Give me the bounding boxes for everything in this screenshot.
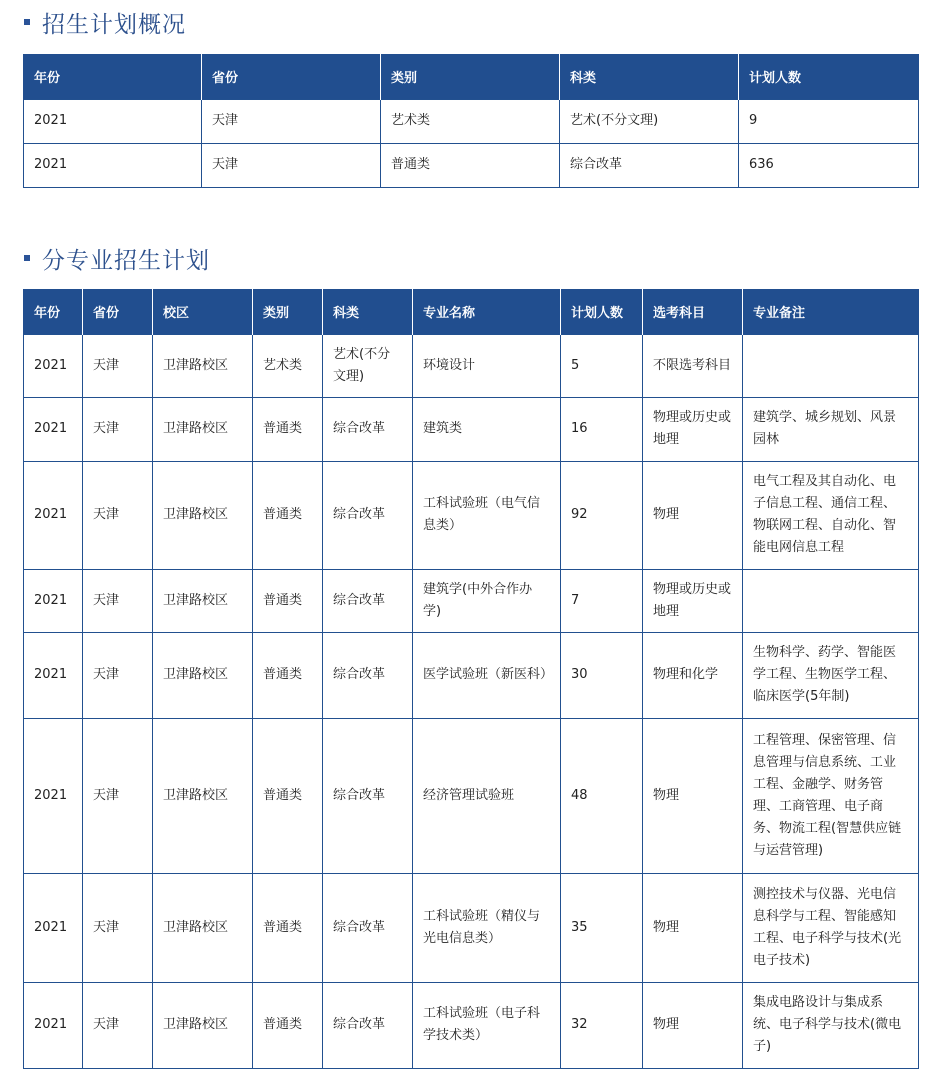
table-row bbox=[24, 873, 919, 982]
cell: 2021 bbox=[24, 461, 83, 569]
column-header: 年份 bbox=[24, 54, 202, 99]
cell: 32 bbox=[561, 982, 643, 1068]
section-title-text: 分专业招生计划 bbox=[42, 247, 210, 274]
cell: 2021 bbox=[24, 143, 202, 187]
cell: 2021 bbox=[24, 569, 83, 632]
table-row bbox=[24, 569, 919, 632]
cell: 16 bbox=[561, 397, 643, 461]
cell: 普通类 bbox=[253, 982, 323, 1068]
cell: 工科试验班（精仪与光电信息类） bbox=[413, 873, 561, 982]
cell: 综合改革 bbox=[323, 461, 413, 569]
cell: 普通类 bbox=[253, 873, 323, 982]
cell: 天津 bbox=[202, 143, 381, 187]
cell: 综合改革 bbox=[323, 397, 413, 461]
table-row bbox=[24, 143, 919, 187]
column-header: 校区 bbox=[153, 289, 253, 334]
cell: 天津 bbox=[83, 334, 153, 397]
cell: 天津 bbox=[83, 873, 153, 982]
cell: 30 bbox=[561, 632, 643, 718]
column-header: 选考科目 bbox=[643, 289, 743, 334]
cell: 艺术(不分文理) bbox=[323, 334, 413, 397]
cell: 2021 bbox=[24, 873, 83, 982]
column-header: 省份 bbox=[202, 54, 381, 99]
cell: 医学试验班（新医科） bbox=[413, 632, 561, 718]
cell: 天津 bbox=[202, 99, 381, 143]
cell: 天津 bbox=[83, 632, 153, 718]
cell: 普通类 bbox=[253, 632, 323, 718]
cell: 天津 bbox=[83, 718, 153, 873]
table-row bbox=[24, 334, 919, 397]
bullet-icon bbox=[24, 19, 30, 25]
table-header-row bbox=[24, 289, 919, 334]
column-header: 类别 bbox=[253, 289, 323, 334]
cell: 建筑学(中外合作办学) bbox=[413, 569, 561, 632]
cell: 2021 bbox=[24, 632, 83, 718]
cell: 综合改革 bbox=[323, 632, 413, 718]
cell: 艺术类 bbox=[253, 334, 323, 397]
cell: 天津 bbox=[83, 569, 153, 632]
cell bbox=[743, 334, 919, 397]
cell: 卫津路校区 bbox=[153, 461, 253, 569]
cell: 636 bbox=[739, 143, 919, 187]
cell: 建筑类 bbox=[413, 397, 561, 461]
cell: 2021 bbox=[24, 99, 202, 143]
section-title-overview bbox=[24, 6, 186, 38]
cell: 卫津路校区 bbox=[153, 569, 253, 632]
overview-table bbox=[23, 54, 919, 188]
cell: 92 bbox=[561, 461, 643, 569]
cell: 7 bbox=[561, 569, 643, 632]
cell: 艺术类 bbox=[381, 99, 560, 143]
column-header: 专业名称 bbox=[413, 289, 561, 334]
table-row bbox=[24, 718, 919, 873]
cell: 卫津路校区 bbox=[153, 718, 253, 873]
cell: 天津 bbox=[83, 461, 153, 569]
table-row bbox=[24, 99, 919, 143]
cell: 艺术(不分文理) bbox=[560, 99, 739, 143]
table-row bbox=[24, 461, 919, 569]
cell: 工科试验班（电子科学技术类） bbox=[413, 982, 561, 1068]
cell: 物理或历史或地理 bbox=[643, 569, 743, 632]
column-header: 计划人数 bbox=[739, 54, 919, 99]
cell: 普通类 bbox=[253, 569, 323, 632]
table-header-row bbox=[24, 54, 919, 99]
cell: 工科试验班（电气信息类） bbox=[413, 461, 561, 569]
cell: 普通类 bbox=[253, 397, 323, 461]
cell: 经济管理试验班 bbox=[413, 718, 561, 873]
column-header: 年份 bbox=[24, 289, 83, 334]
cell: 2021 bbox=[24, 982, 83, 1068]
column-header: 专业备注 bbox=[743, 289, 919, 334]
section-title-by-major bbox=[24, 242, 210, 274]
cell: 卫津路校区 bbox=[153, 334, 253, 397]
cell: 集成电路设计与集成系统、电子科学与技术(微电子) bbox=[743, 982, 919, 1068]
cell: 不限选考科目 bbox=[643, 334, 743, 397]
cell: 物理 bbox=[643, 461, 743, 569]
cell: 普通类 bbox=[253, 718, 323, 873]
cell: 卫津路校区 bbox=[153, 982, 253, 1068]
cell: 天津 bbox=[83, 982, 153, 1068]
cell: 卫津路校区 bbox=[153, 397, 253, 461]
column-header: 类别 bbox=[381, 54, 560, 99]
cell: 2021 bbox=[24, 718, 83, 873]
cell: 综合改革 bbox=[560, 143, 739, 187]
cell: 综合改革 bbox=[323, 873, 413, 982]
cell: 天津 bbox=[83, 397, 153, 461]
cell: 生物科学、药学、智能医学工程、生物医学工程、临床医学(5年制) bbox=[743, 632, 919, 718]
cell: 物理和化学 bbox=[643, 632, 743, 718]
cell: 卫津路校区 bbox=[153, 632, 253, 718]
cell: 2021 bbox=[24, 334, 83, 397]
cell: 卫津路校区 bbox=[153, 873, 253, 982]
cell: 物理或历史或地理 bbox=[643, 397, 743, 461]
cell: 综合改革 bbox=[323, 982, 413, 1068]
column-header: 科类 bbox=[323, 289, 413, 334]
cell: 环境设计 bbox=[413, 334, 561, 397]
table-row bbox=[24, 632, 919, 718]
section-title-text: 招生计划概况 bbox=[42, 11, 186, 38]
cell: 48 bbox=[561, 718, 643, 873]
major-table bbox=[23, 289, 919, 1069]
cell: 建筑学、城乡规划、风景园林 bbox=[743, 397, 919, 461]
cell: 物理 bbox=[643, 982, 743, 1068]
cell: 5 bbox=[561, 334, 643, 397]
cell: 综合改革 bbox=[323, 718, 413, 873]
table-row bbox=[24, 397, 919, 461]
cell: 工程管理、保密管理、信息管理与信息系统、工业工程、金融学、财务管理、工商管理、电子商务、物流工程(智慧供应链与运营管理) bbox=[743, 718, 919, 873]
cell: 普通类 bbox=[253, 461, 323, 569]
column-header: 省份 bbox=[83, 289, 153, 334]
table-row bbox=[24, 982, 919, 1068]
cell: 综合改革 bbox=[323, 569, 413, 632]
cell: 35 bbox=[561, 873, 643, 982]
cell: 测控技术与仪器、光电信息科学与工程、智能感知工程、电子科学与技术(光电子技术) bbox=[743, 873, 919, 982]
cell: 9 bbox=[739, 99, 919, 143]
cell: 普通类 bbox=[381, 143, 560, 187]
cell: 2021 bbox=[24, 397, 83, 461]
cell: 物理 bbox=[643, 718, 743, 873]
column-header: 科类 bbox=[560, 54, 739, 99]
column-header: 计划人数 bbox=[561, 289, 643, 334]
cell bbox=[743, 569, 919, 632]
bullet-icon bbox=[24, 255, 30, 261]
cell: 电气工程及其自动化、电子信息工程、通信工程、物联网工程、自动化、智能电网信息工程 bbox=[743, 461, 919, 569]
cell: 物理 bbox=[643, 873, 743, 982]
